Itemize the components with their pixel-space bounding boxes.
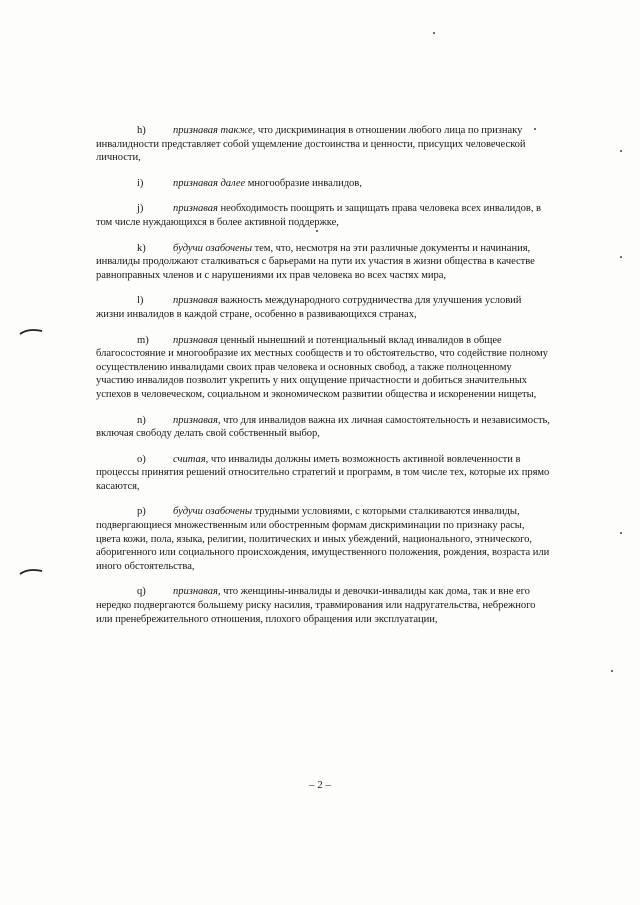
paragraph-text: тем, что, несмотря на эти различные документы и начинания, инвалиды продолжают сталкиваться с барьерами на пути их участия в жизни общества в качестве равноправных членов и с нарушениями их прав человека во всех частях мира, xyxy=(96,242,535,281)
document-body xyxy=(96,124,551,638)
paragraph-lead: будучи озабочены xyxy=(173,506,252,518)
paragraph-lead: считая, xyxy=(173,453,209,465)
scan-speck xyxy=(611,670,613,672)
paragraph-letter: n) xyxy=(137,414,146,426)
paragraph-m xyxy=(96,334,551,402)
paragraph-text: что инвалиды должны иметь возможность активной вовлеченности в процессы принятия решений относительно стратегий и программ, в том числе тех, которые их прямо касаются, xyxy=(96,453,550,492)
paragraph-lead: признавая xyxy=(173,334,218,346)
paragraph-l xyxy=(96,294,551,321)
paragraph-letter: j) xyxy=(137,203,144,215)
paragraph-n xyxy=(96,414,551,441)
paragraph-lead: будучи озабочены xyxy=(173,242,252,254)
paragraph-o xyxy=(96,453,551,494)
paragraph-lead: признавая, xyxy=(173,586,221,598)
paragraph-text: ценный нынешний и потенциальный вклад инвалидов в общее благосостояние и многообразие их местных сообществ и то обстоятельство, что содействие полному осуществлению инвалидами своих прав человека и основных свобод, а также полноценному участию инвалидов позволит укрепить у них ощущение причастности и добиться значительных успехов в человеческом, социальном и экономическом развитии общества и искоренении нищеты, xyxy=(96,334,548,400)
paragraph-letter: l) xyxy=(137,295,144,307)
paragraph-letter: k) xyxy=(137,242,146,254)
paragraph-text: что дискриминация в отношении любого лица по признаку инвалидности представляет собой ущемление достоинства и ценности, присущих человеческой личности, xyxy=(96,125,526,164)
paragraph-i xyxy=(96,177,551,191)
page-number: – 2 – xyxy=(309,779,331,791)
paragraph-lead: признавая xyxy=(173,203,218,215)
paragraph-text: что для инвалидов важна их личная самостоятельность и независимость, включая свободу делать свой собственный выбор, xyxy=(96,414,550,440)
paragraph-letter: q) xyxy=(137,586,146,598)
paragraph-letter: i) xyxy=(137,177,144,189)
paragraph-text: многообразие инвалидов, xyxy=(245,177,362,189)
scan-speck xyxy=(620,532,622,534)
scan-speck xyxy=(433,32,435,34)
paragraph-letter: m) xyxy=(137,334,149,346)
paragraph-lead: признавая также, xyxy=(173,125,256,136)
scan-speck xyxy=(620,150,622,152)
paragraph-letter: o) xyxy=(137,453,146,465)
paragraph-h xyxy=(96,124,551,165)
margin-mark-icon xyxy=(18,328,44,336)
paragraph-lead: признавая, xyxy=(173,414,221,426)
paragraph-letter: h) xyxy=(137,125,146,136)
paragraph-k xyxy=(96,242,551,283)
margin-mark-icon xyxy=(18,568,44,576)
paragraph-q xyxy=(96,585,551,626)
paragraph-lead: признавая далее xyxy=(173,177,246,189)
scan-speck xyxy=(620,256,622,258)
paragraph-text: трудными условиями, с которыми сталкиваются инвалиды, подвергающиеся множественным или обостренным формам дискриминации по признаку расы, цвета кожи, пола, языка, религии, политических и иных убеждений, национального, этнического, аборигенного или социального происхождения, имущественного положения, рождения, возраста или иного обстоятельства, xyxy=(96,506,550,572)
paragraph-text: важность международного сотрудничества для улучшения условий жизни инвалидов в каждой стране, особенно в развивающихся странах, xyxy=(96,295,522,320)
paragraph-letter: p) xyxy=(137,506,146,518)
paragraph-j xyxy=(96,202,551,229)
paragraph-p xyxy=(96,505,551,573)
paragraph-text: что женщины-инвалиды и девочки-инвалиды как дома, так и вне его нередко подвергаются большему риску насилия, травмирования или надругательства, небрежного или пренебрежительного отношения, плохого обращения или эксплуатации, xyxy=(96,586,536,625)
paragraph-text: необходимость поощрять и защищать права человека всех инвалидов, в том числе нуждающихся в более активной поддержке, xyxy=(96,203,541,228)
paragraph-lead: признавая xyxy=(173,295,218,307)
